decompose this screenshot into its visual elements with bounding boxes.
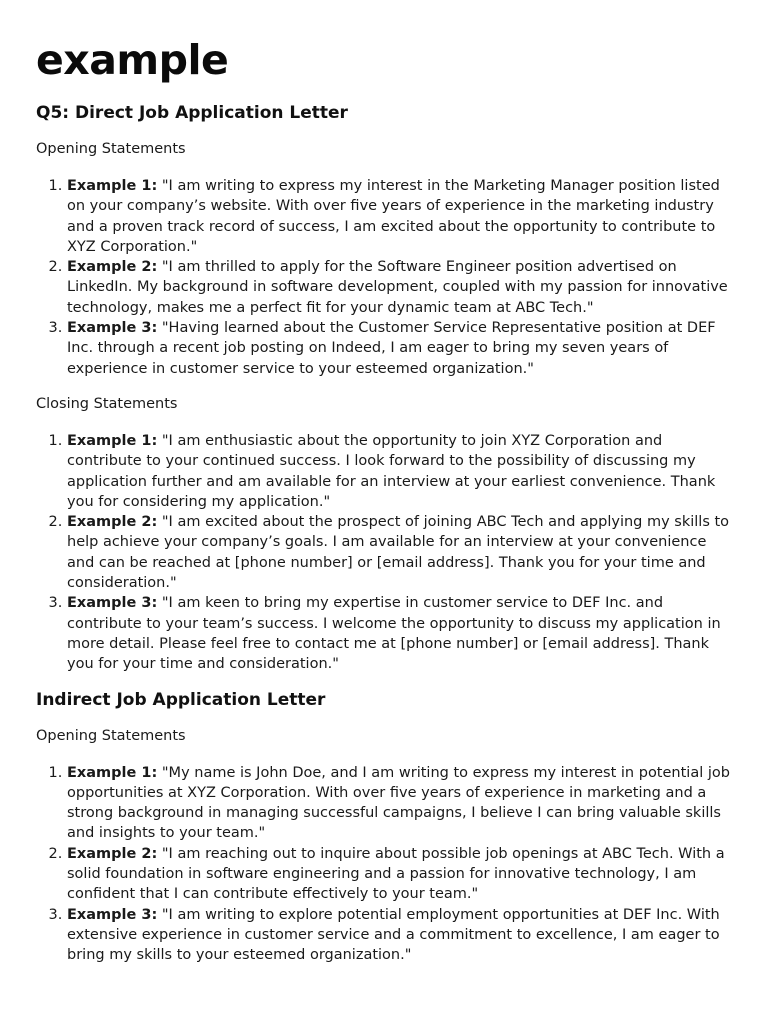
direct-closing-statements-label: Closing Statements (36, 395, 178, 412)
example-text: "I am reaching out to inquire about possible job openings at ABC Tech. With a solid foundation in software engineering and a passion for innovative technology, I am confident that I can contribute effectively to your team." (67, 845, 725, 903)
list-item (67, 905, 732, 966)
list-item (67, 512, 732, 593)
direct-opening-statements-label: Opening Statements (36, 141, 186, 157)
example-label: Example 1: (67, 432, 158, 449)
example-label: Example 2: (67, 514, 158, 531)
indirect-letter-heading: Indirect Job Application Letter (36, 689, 326, 710)
direct-opening-examples-list (36, 176, 732, 379)
list-item (67, 176, 732, 257)
list-item (67, 431, 732, 512)
example-text: "I am thrilled to apply for the Software Engineer position advertised on LinkedIn. My background in software development, coupled with my passion for innovative technology, makes me a perfect fit for your dynamic team at ABC Tech." (67, 259, 728, 316)
example-label: Example 1: (67, 178, 158, 194)
list-item (67, 844, 732, 905)
example-label: Example 2: (67, 845, 158, 862)
example-text: "I am writing to explore potential employment opportunities at DEF Inc. With extensive experience in customer service and a commitment to excellence, I am eager to bring my skills to your esteemed organization." (67, 906, 720, 964)
direct-letter-heading: Q5: Direct Job Application Letter (36, 103, 348, 123)
example-label: Example 3: (67, 906, 158, 923)
list-item (67, 763, 732, 844)
example-label: Example 3: (67, 595, 158, 612)
example-text: "Having learned about the Customer Service Representative position at DEF Inc. through a recent job posting on Indeed, I am eager to bring my seven years of experience in customer service to your esteemed organization." (67, 320, 716, 377)
example-text: "I am enthusiastic about the opportunity to join XYZ Corporation and contribute to your continued success. I look forward to the possibility of discussing my application further and am available for an interview at your earliest convenience. Thank you for considering my application." (67, 432, 716, 510)
list-item (67, 257, 732, 318)
example-text: "I am excited about the prospect of joining ABC Tech and applying my skills to help achieve your company’s goals. I am available for an interview at your convenience and can be reached at [phone number] or [email address]. Thank you for your time and consideration." (67, 514, 730, 592)
indirect-opening-examples-list (36, 763, 732, 966)
example-label: Example 2: (67, 259, 158, 276)
page-title: example (36, 36, 229, 84)
list-item (67, 593, 732, 674)
example-text: "My name is John Doe, and I am writing to express my interest in potential job opportunities at XYZ Corporation. With over five years of experience in marketing and a strong background in managing successful campaigns, I believe I can bring valuable skills and insights to your team." (67, 764, 730, 842)
list-item (67, 318, 732, 379)
example-label: Example 1: (67, 764, 158, 781)
example-text: "I am keen to bring my expertise in customer service to DEF Inc. and contribute to your team’s success. I welcome the opportunity to discuss my application in more detail. Please feel free to contact me at [phone number] or [email address]. Thank you for your time and consideration." (67, 595, 721, 673)
example-text: "I am writing to express my interest in the Marketing Manager position listed on your company’s website. With over five years of experience in the marketing industry and a proven track record of success, I am excited about the opportunity to contribute to XYZ Corporation." (67, 178, 720, 255)
example-label: Example 3: (67, 320, 158, 337)
direct-closing-examples-list (36, 431, 732, 675)
indirect-opening-statements-label: Opening Statements (36, 727, 186, 744)
